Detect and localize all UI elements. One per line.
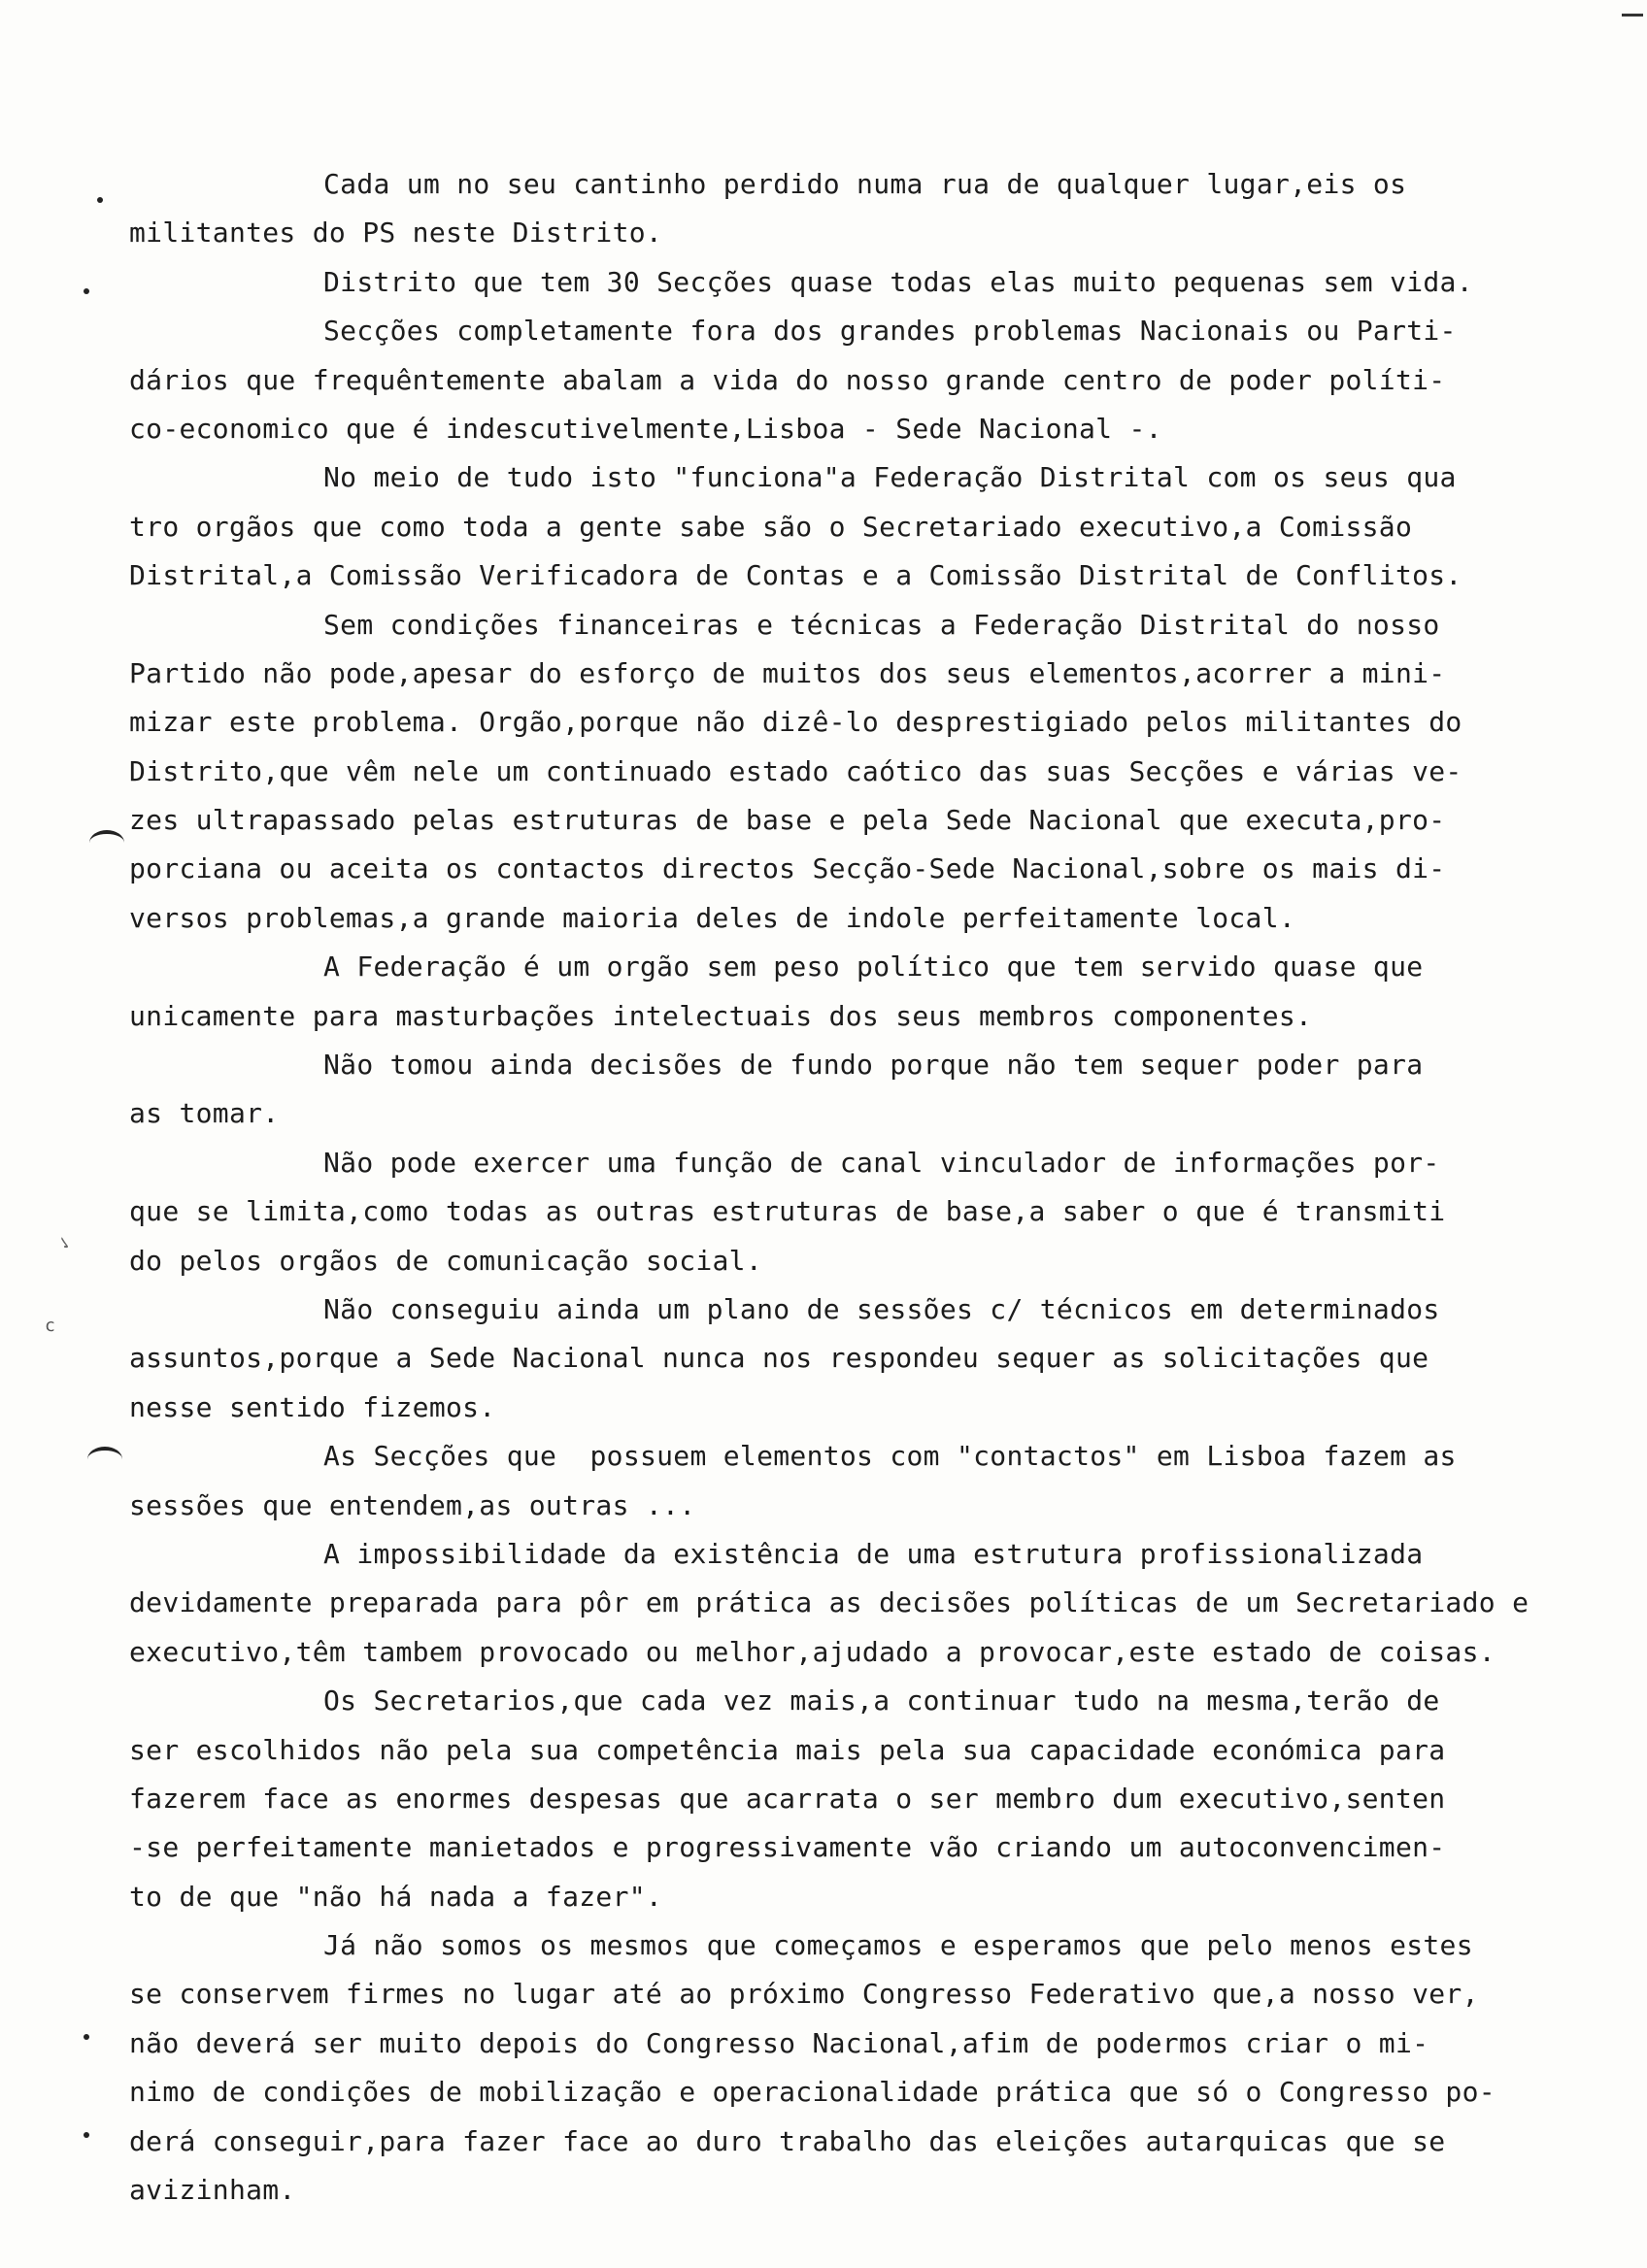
- text-line: executivo,têm tambem provocado ou melhor,ajudado a provocar,este estado de coisas.: [129, 1635, 1496, 1668]
- text-line: Já não somos os mesmos que começamos e esperamos que pelo menos estes: [323, 1929, 1473, 1962]
- text-line: Não pode exercer uma função de canal vinculador de informações por-: [323, 1146, 1440, 1179]
- text-line: Não conseguiu ainda um plano de sessões c/ técnicos em determinados: [323, 1292, 1440, 1325]
- margin-dot: [84, 288, 89, 294]
- top-edge-mark: [1622, 14, 1643, 17]
- text-line: zes ultrapassado pelas estruturas de base e pela Sede Nacional que executa,pro-: [129, 804, 1446, 837]
- text-line: Sem condições financeiras e técnicas a Federação Distrital do nosso: [323, 608, 1440, 641]
- text-line: A impossibilidade da existência de uma estrutura profissionalizada: [323, 1537, 1424, 1570]
- text-line: No meio de tudo isto "funciona"a Federação Distrital com os seus qua: [323, 461, 1457, 494]
- text-line: Distrital,a Comissão Verificadora de Contas e a Comissão Distrital de Conflitos.: [129, 559, 1462, 592]
- margin-arc-mark: [87, 1447, 122, 1472]
- text-line: Distrito que tem 30 Secções quase todas elas muito pequenas sem vida.: [323, 265, 1473, 298]
- text-line: não deverá ser muito depois do Congresso Nacional,afim de podermos criar o mi-: [129, 2026, 1429, 2059]
- text-line: Partido não pode,apesar do esforço de muitos dos seus elementos,acorrer a mini-: [129, 656, 1446, 689]
- text-line: nimo de condições de mobilização e operacionalidade prática que só o Congresso po-: [129, 2076, 1496, 2109]
- text-line: do pelos orgãos de comunicação social.: [129, 1244, 762, 1277]
- text-line: As Secções que possuem elementos com "contactos" em Lisboa fazem as: [323, 1440, 1457, 1473]
- text-line: unicamente para masturbações intelectuais dos seus membros componentes.: [129, 999, 1313, 1032]
- text-line: avizinham.: [129, 2174, 296, 2207]
- margin-scribble: ✓: [50, 1233, 78, 1252]
- text-line: -se perfeitamente manietados e progressivamente vão criando um autoconvencimen-: [129, 1831, 1446, 1864]
- text-line: que se limita,como todas as outras estruturas de base,a saber o que é transmiti: [129, 1195, 1446, 1228]
- text-line: nesse sentido fizemos.: [129, 1390, 496, 1423]
- text-line: Não tomou ainda decisões de fundo porque não tem sequer poder para: [323, 1049, 1424, 1082]
- text-line: devidamente preparada para pôr em prática as decisões políticas de um Secretariado e: [129, 1586, 1529, 1619]
- margin-arc-mark: [89, 830, 124, 855]
- text-line: porciana ou aceita os contactos directos Secção-Sede Nacional,sobre os mais di-: [129, 852, 1446, 885]
- text-line: co-economico que é indescutivelmente,Lisboa - Sede Nacional -.: [129, 412, 1162, 445]
- margin-dot: [97, 197, 103, 203]
- text-line: Secções completamente fora dos grandes problemas Nacionais ou Parti-: [323, 315, 1457, 348]
- text-line: sessões que entendem,as outras ...: [129, 1488, 696, 1521]
- text-line: Distrito,que vêm nele um continuado estado caótico das suas Secções e várias ve-: [129, 754, 1462, 787]
- document-body: [129, 160, 1557, 2215]
- text-line: Os Secretarios,que cada vez mais,a continuar tudo na mesma,terão de: [323, 1684, 1440, 1718]
- text-line: fazerem face as enormes despesas que acarrata o ser membro dum executivo,senten: [129, 1782, 1446, 1815]
- margin-c-mark: c: [45, 1316, 55, 1336]
- text-line: mizar este problema. Orgão,porque não dizê-lo desprestigiado pelos militantes do: [129, 706, 1462, 739]
- text-line: Cada um no seu cantinho perdido numa rua de qualquer lugar,eis os: [323, 168, 1407, 200]
- text-line: tro orgãos que como toda a gente sabe são o Secretariado executivo,a Comissão: [129, 510, 1413, 543]
- margin-dot: [84, 2132, 89, 2138]
- text-line: derá conseguir,para fazer face ao duro trabalho das eleições autarquicas que se: [129, 2124, 1446, 2157]
- text-line: as tomar.: [129, 1097, 280, 1130]
- text-line: to de que "não há nada a fazer".: [129, 1880, 663, 1913]
- text-line: assuntos,porque a Sede Nacional nunca nos respondeu sequer as solicitações que: [129, 1342, 1429, 1375]
- margin-dot: [84, 2034, 89, 2040]
- text-line: se conservem firmes no lugar até ao próximo Congresso Federativo que,a nosso ver,: [129, 1978, 1479, 2011]
- text-line: dários que frequêntemente abalam a vida do nosso grande centro de poder políti-: [129, 363, 1446, 396]
- text-line: militantes do PS neste Distrito.: [129, 217, 663, 250]
- text-line: A Federação é um orgão sem peso político que tem servido quase que: [323, 951, 1424, 984]
- text-line: ser escolhidos não pela sua competência mais pela sua capacidade económica para: [129, 1733, 1446, 1766]
- text-line: versos problemas,a grande maioria deles de indole perfeitamente local.: [129, 901, 1296, 934]
